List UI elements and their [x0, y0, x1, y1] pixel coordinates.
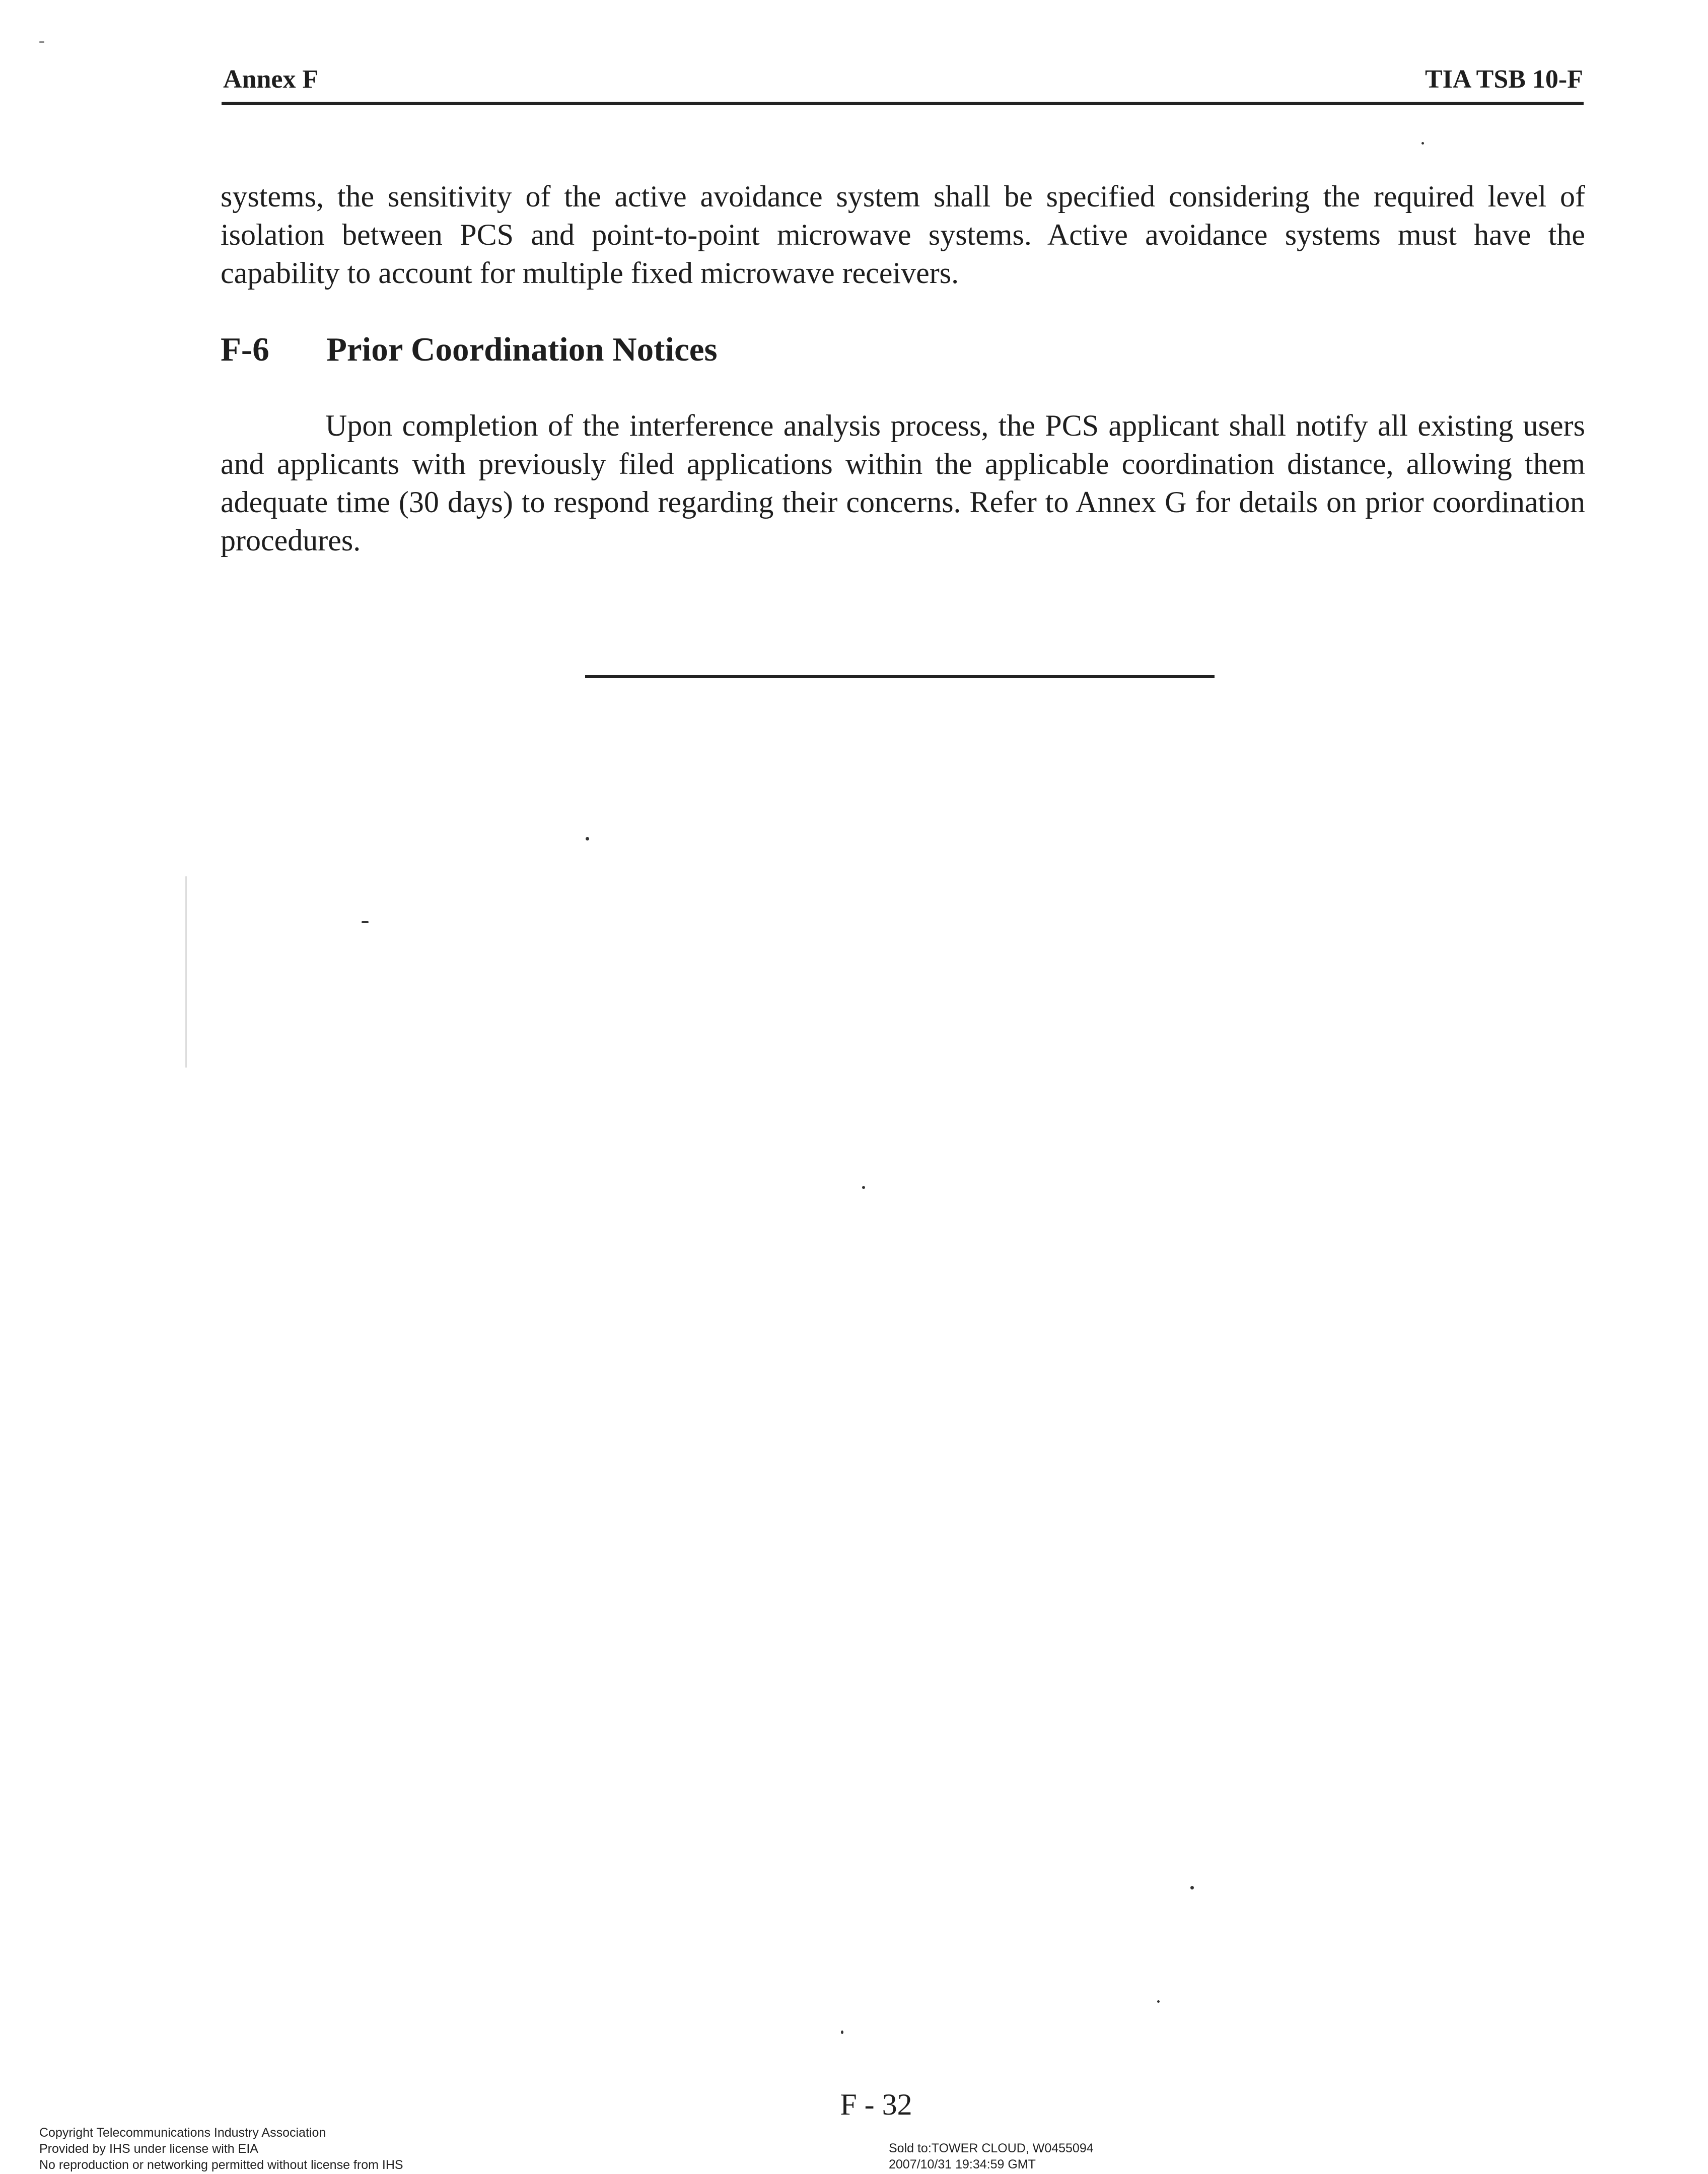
- copyright-line: Provided by IHS under license with EIA: [39, 2142, 258, 2156]
- scan-speck: [39, 41, 44, 43]
- scan-speck: [185, 876, 187, 1068]
- running-header-right: TIA TSB 10-F: [1425, 65, 1583, 94]
- sold-to-notice: [889, 2140, 1094, 2172]
- section-title: Prior Coordination Notices: [326, 331, 718, 368]
- scan-speck: [586, 837, 589, 840]
- sold-timestamp-line: 2007/10/31 19:34:59 GMT: [889, 2157, 1036, 2171]
- copyright-line: Copyright Telecommunications Industry Association: [39, 2126, 326, 2140]
- sold-to-line: Sold to:TOWER CLOUD, W0455094: [889, 2141, 1094, 2155]
- copyright-notice: [39, 2125, 403, 2173]
- scan-speck: [862, 1186, 865, 1189]
- section-number: F-6: [221, 331, 269, 368]
- scan-speck: [1157, 2000, 1160, 2003]
- scan-speck: [1421, 142, 1424, 145]
- scan-speck: [841, 2030, 843, 2034]
- scan-speck: [362, 921, 369, 923]
- section-heading: [221, 330, 718, 369]
- end-of-section-rule: [585, 675, 1215, 678]
- page-number: F - 32: [840, 2088, 912, 2121]
- scan-speck: [1190, 1886, 1194, 1889]
- section-body-paragraph: Upon completion of the interference analysis process, the PCS applicant shall notify all existing users and applicants with previously filed applications within the applicable coordination distance, allowing them adequate time (30 days) to respond regarding their concerns. Refer to Annex G for details on prior coordination procedures.: [221, 409, 1585, 557]
- continued-paragraph: systems, the sensitivity of the active avoidance system shall be specified considering the required level of isolation between PCS and point-to-point microwave systems. Active avoidance systems must have the capability to account for multiple fixed microwave receivers.: [221, 180, 1585, 290]
- running-header-left: Annex F: [223, 65, 319, 94]
- copyright-line: No reproduction or networking permitted without license from IHS: [39, 2158, 403, 2172]
- header-divider: [222, 102, 1584, 105]
